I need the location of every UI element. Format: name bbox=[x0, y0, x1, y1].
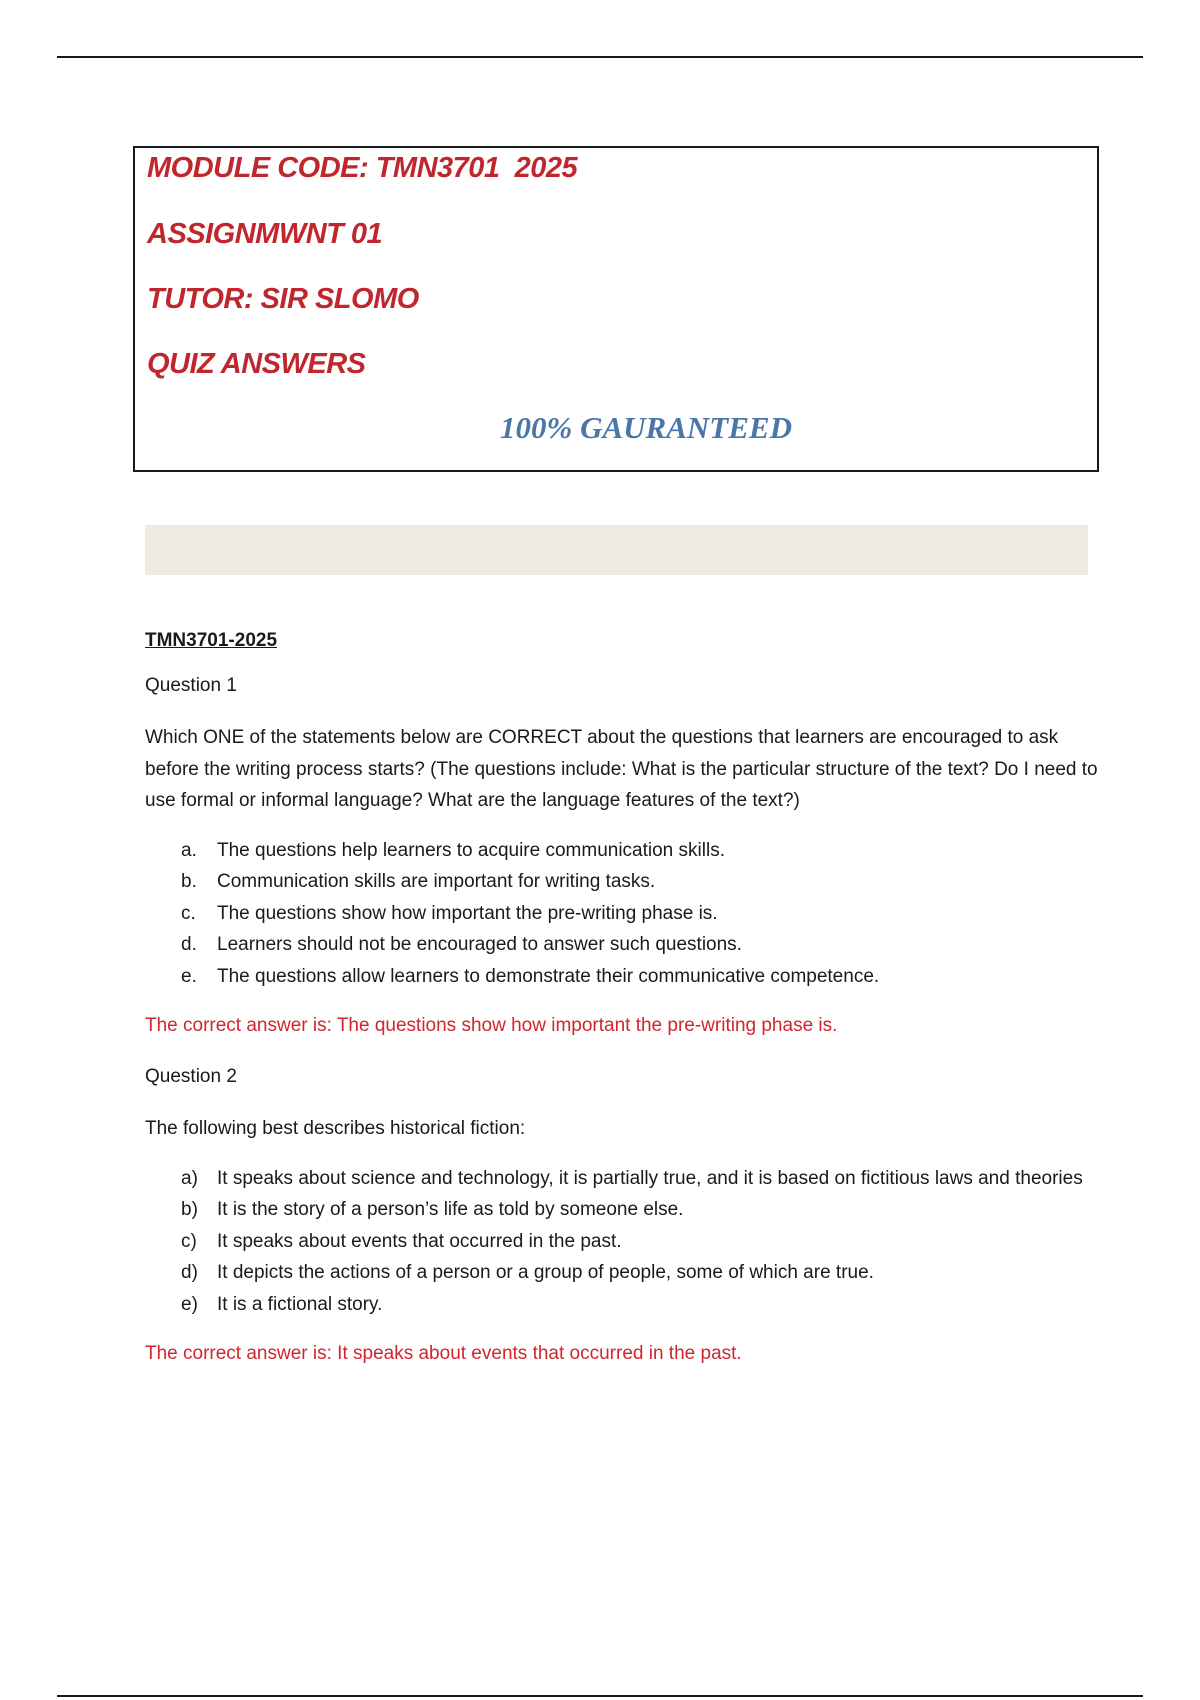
option-text: Learners should not be encouraged to answer such questions. bbox=[217, 934, 742, 955]
option-item bbox=[145, 898, 1105, 930]
option-item bbox=[145, 1163, 1105, 1195]
option-marker: e) bbox=[181, 1293, 198, 1315]
option-marker: e. bbox=[181, 965, 197, 987]
option-marker: d. bbox=[181, 934, 197, 955]
option-text: The questions allow learners to demonstrate their communicative competence. bbox=[217, 965, 880, 987]
option-text: It speaks about events that occurred in the past. bbox=[217, 1230, 622, 1252]
option-item bbox=[145, 1289, 1105, 1321]
document-body bbox=[145, 625, 1105, 1389]
option-marker: c) bbox=[181, 1230, 197, 1252]
question-1 bbox=[145, 670, 1105, 1042]
option-marker: b. bbox=[181, 871, 197, 892]
question-text: Which ONE of the statements below are CORRECT about the questions that learners are encouraged to ask before the writing process starts? (The questions include: What is the particular structure of the text? Do I need to use formal or informal language? What are the language features of the text?) bbox=[145, 727, 1098, 811]
assignment-heading: ASSIGNMWNT 01 bbox=[147, 218, 383, 250]
option-marker: b) bbox=[181, 1199, 198, 1220]
option-text: The questions show how important the pre-writing phase is. bbox=[217, 902, 718, 924]
option-text: Communication skills are important for writing tasks. bbox=[217, 871, 656, 892]
question-title: Question 1 bbox=[145, 675, 237, 696]
shaded-bar bbox=[145, 525, 1088, 575]
tutor-heading: TUTOR: SIR SLOMO bbox=[147, 283, 419, 315]
option-item bbox=[145, 1257, 1105, 1289]
top-rule bbox=[57, 56, 1143, 58]
question-2 bbox=[145, 1061, 1105, 1370]
bottom-rule bbox=[57, 1695, 1143, 1697]
module-code-heading: MODULE CODE: TMN3701 2025 bbox=[147, 152, 578, 184]
answer-options bbox=[145, 1163, 1105, 1321]
option-marker: d) bbox=[181, 1262, 198, 1283]
option-marker: c. bbox=[181, 902, 196, 924]
option-text: It is the story of a person’s life as told by someone else. bbox=[217, 1199, 684, 1220]
option-item bbox=[145, 929, 1105, 961]
option-item bbox=[145, 866, 1105, 898]
option-marker: a. bbox=[181, 839, 197, 861]
option-text: The questions help learners to acquire communication skills. bbox=[217, 839, 725, 861]
question-title: Question 2 bbox=[145, 1066, 237, 1087]
option-item bbox=[145, 961, 1105, 993]
option-item bbox=[145, 1194, 1105, 1226]
option-text: It speaks about science and technology, it is partially true, and it is based on fictitious laws and theories bbox=[217, 1167, 1083, 1189]
answer-options bbox=[145, 835, 1105, 993]
correct-answer: The correct answer is: The questions show how important the pre-writing phase is. bbox=[145, 1015, 838, 1036]
header-box bbox=[133, 146, 1099, 472]
option-item bbox=[145, 1226, 1105, 1258]
guarantee-banner: 100% GAURANTEED bbox=[500, 410, 792, 445]
option-item bbox=[145, 835, 1105, 867]
document-code-heading: TMN3701-2025 bbox=[145, 630, 278, 651]
option-text: It depicts the actions of a person or a group of people, some of which are true. bbox=[217, 1262, 874, 1283]
option-marker: a) bbox=[181, 1167, 198, 1189]
option-text: It is a fictional story. bbox=[217, 1293, 383, 1315]
correct-answer: The correct answer is: It speaks about events that occurred in the past. bbox=[145, 1343, 742, 1364]
quiz-heading: QUIZ ANSWERS bbox=[147, 348, 366, 380]
question-text: The following best describes historical fiction: bbox=[145, 1118, 526, 1139]
